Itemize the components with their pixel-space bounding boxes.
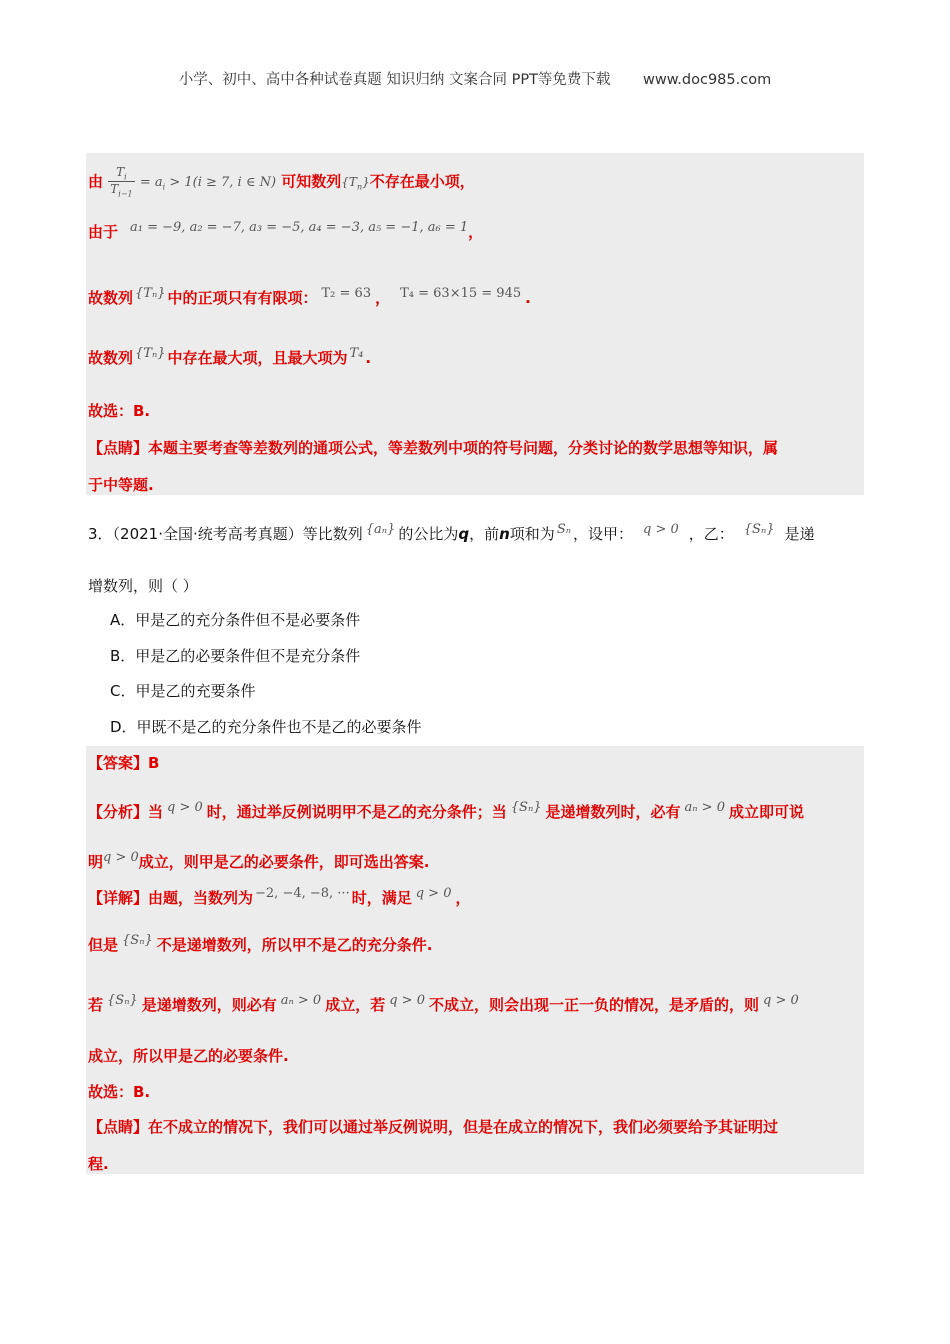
sol2-line-4: 故数列 {Tₙ} 中存在最大项，且最大项为 T₄ .	[88, 346, 372, 367]
sol3-detail-4: 成立，所以甲是乙的必要条件.	[88, 1047, 289, 1065]
option-a[interactable]: A．甲是乙的充分条件但不是必要条件	[110, 611, 361, 629]
question-3-line-2: 增数列，则（ ）	[88, 577, 198, 595]
question-3-line-1: 3．（2021·全国·统考高考真题）等比数列 {aₙ} 的公比为q，前n项和为 Sₙ ，设甲： q > 0 ，乙： {Sₙ} 是递	[88, 522, 815, 543]
math-initial-terms: a₁ = −9, a₂ = −7, a₃ = −5, a₄ = −3, a₅ = −1, a₆ = 1	[130, 220, 469, 235]
sol3-note-1: 【点睛】在不成立的情况下，我们可以通过举反例说明，但是在成立的情况下，我们必须要给予其证明过	[88, 1118, 779, 1136]
sol2-note-2: 于中等题.	[88, 476, 154, 494]
sol2-line-2: 由于 a₁ = −9, a₂ = −7, a₃ = −5, a₄ = −3, a₅ = −1, a₆ = 1，	[88, 220, 484, 241]
sol3-answer: 【答案】B	[88, 754, 160, 772]
sol2-note-1: 【点睛】本题主要考查等差数列的通项公式，等差数列中项的符号问题，分类讨论的数学思想等知识，属	[88, 439, 779, 457]
sol3-detail-1: 【详解】由题，当数列为 −2, −4, −8, ··· 时，满足 q > 0 ，	[88, 886, 471, 907]
sol3-analysis-2: 明q > 0成立，则甲是乙的必要条件，即可选出答案.	[88, 850, 430, 871]
sol3-choose: 故选：B.	[88, 1083, 151, 1101]
sol3-analysis-1: 【分析】当 q > 0 时，通过举反例说明甲不是乙的充分条件；当 {Sₙ} 是递增数列时，必有 aₙ > 0 成立即可说	[88, 800, 804, 821]
header-text: 小学、初中、高中各种试卷真题 知识归纳 文案合同 PPT等免费下载	[178, 72, 611, 88]
sol3-detail-2: 但是 {Sₙ} 不是递增数列，所以甲不是乙的充分条件.	[88, 933, 433, 954]
header-site[interactable]: www.doc985.com	[643, 72, 772, 88]
sol2-line-1: 由 $\frac{T_i}{T_{i-1}}$ = $a_i > 1(i \ge 7$, i ∈ N) 可知数列$\{T_n\}$不存在最小项，	[88, 165, 475, 199]
option-b[interactable]: B．甲是乙的必要条件但不是充分条件	[110, 647, 361, 665]
sol2-line-3: 故数列 {Tₙ} 中的正项只有有限项： T₂ = 63 ， T₄ = 63×15 = 945 .	[88, 286, 531, 307]
sol3-detail-3: 若 {Sₙ} 是递增数列，则必有 aₙ > 0 成立，若 q > 0 不成立，则会出现一正一负的情况，是矛盾的，则 q > 0	[88, 993, 799, 1014]
option-c[interactable]: C．甲是乙的充要条件	[110, 682, 256, 700]
fraction: $\frac{T_i}{T_{i-1}}$	[110, 165, 133, 199]
sol3-note-2: 程.	[88, 1155, 109, 1173]
page-header	[0, 68, 950, 89]
option-d[interactable]: D．甲既不是乙的充分条件也不是乙的必要条件	[110, 718, 422, 736]
sol2-choose: 故选：B.	[88, 402, 151, 420]
